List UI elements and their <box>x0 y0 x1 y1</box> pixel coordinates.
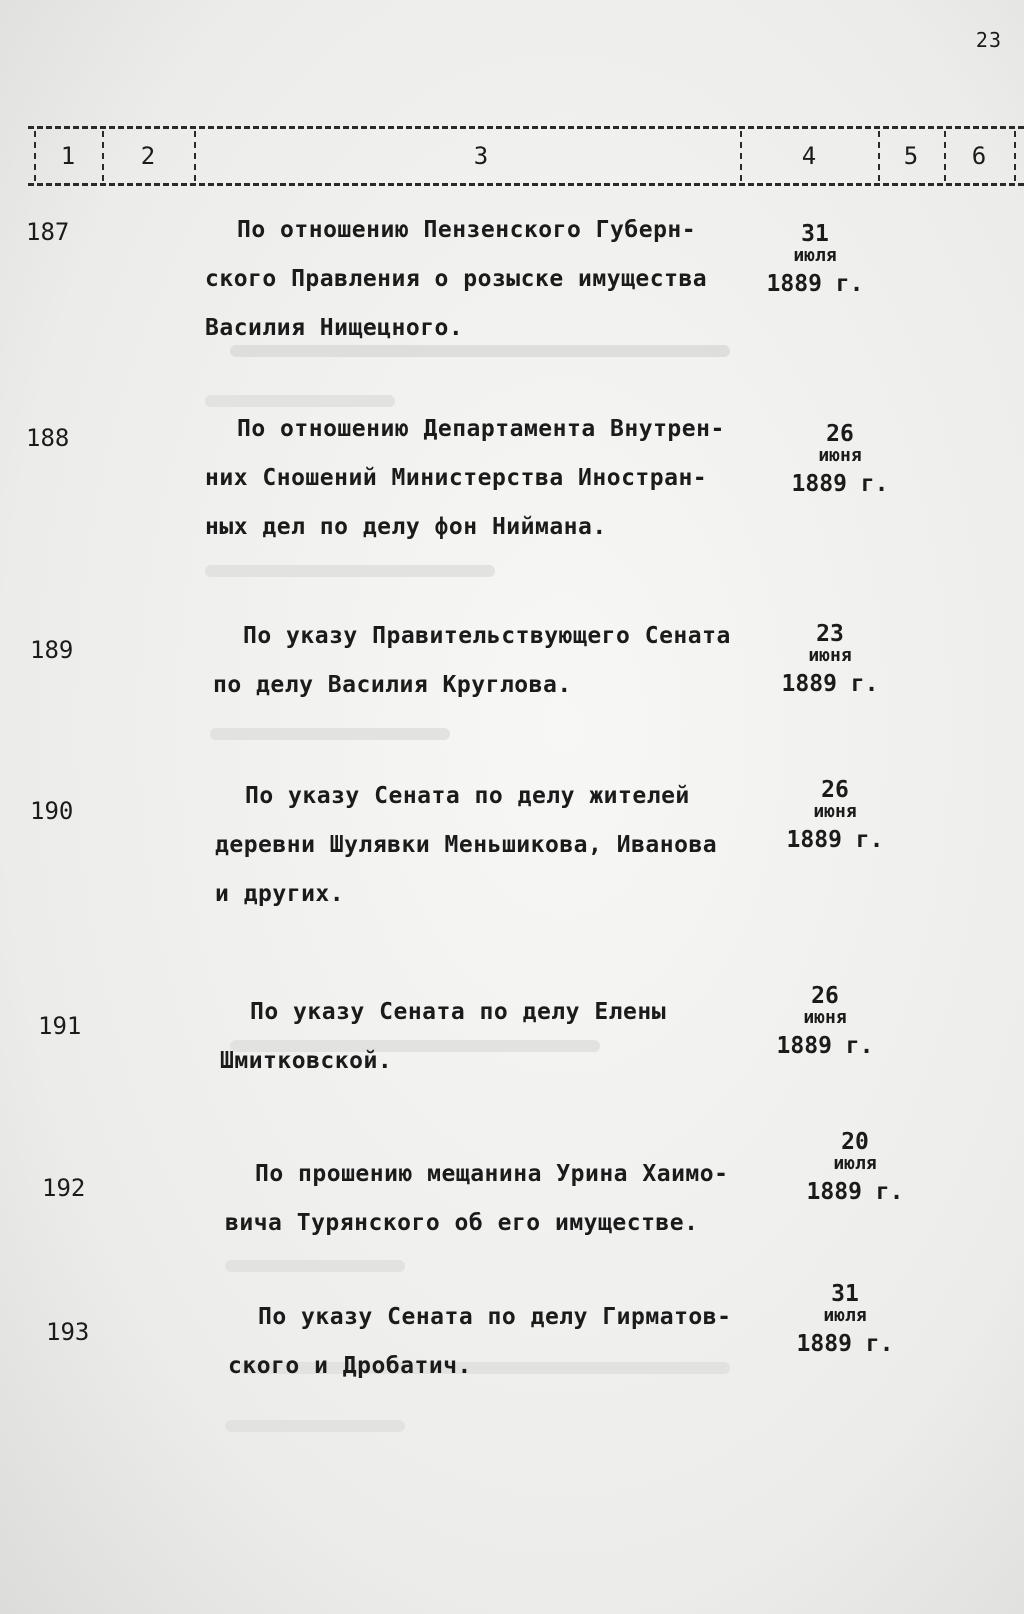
entry-description: По отношению Департамента Внутрен- них Сношений Министерства Иностран- ных дел по делу фон Ниймана. <box>205 416 725 540</box>
column-header-3: 3 <box>473 142 489 170</box>
entry-date <box>775 622 885 702</box>
entry-number: 192 <box>42 1174 86 1202</box>
bleed-through-line <box>225 1420 405 1432</box>
entry-date <box>760 222 870 302</box>
entry-day: 20 <box>841 1129 869 1155</box>
entry-number: 187 <box>26 218 70 246</box>
entry-date <box>800 1130 910 1210</box>
entry-month: июля <box>823 1305 867 1326</box>
entry-date <box>780 778 890 858</box>
entry-day: 23 <box>816 621 844 647</box>
bleed-through-line <box>225 1260 405 1272</box>
entry-year: 1889 г. <box>786 827 884 853</box>
entry-year: 1889 г. <box>766 271 864 297</box>
entry-number: 188 <box>26 424 70 452</box>
table-header <box>28 126 1024 186</box>
entry-date <box>790 1282 900 1362</box>
entry-year: 1889 г. <box>796 1331 894 1357</box>
entry-day: 26 <box>826 421 854 447</box>
entry-month: июня <box>803 1007 847 1028</box>
entry-date <box>785 422 895 502</box>
entry-day: 31 <box>831 1281 859 1307</box>
entry-month: июня <box>813 801 857 822</box>
entry-year: 1889 г. <box>781 671 879 697</box>
entry-month: июля <box>793 245 837 266</box>
entry-number: 193 <box>46 1318 90 1346</box>
column-header-6: 6 <box>971 142 987 170</box>
page-number: 23 <box>975 28 1002 52</box>
entry-year: 1889 г. <box>806 1179 904 1205</box>
entry-date <box>770 984 880 1064</box>
column-header-1: 1 <box>60 142 76 170</box>
entry-day: 26 <box>821 777 849 803</box>
entry-month: июня <box>818 445 862 466</box>
entry-month: июня <box>808 645 852 666</box>
column-header-5: 5 <box>903 142 919 170</box>
column-header-4: 4 <box>801 142 817 170</box>
entry-month: июля <box>833 1153 877 1174</box>
column-header-2: 2 <box>140 142 156 170</box>
bleed-through-line <box>205 565 495 577</box>
entry-description: По прошению мещанина Урина Хаимо- вича Турянского об его имуществе. <box>225 1161 729 1236</box>
entry-year: 1889 г. <box>776 1033 874 1059</box>
entry-description: По указу Сената по делу Гирматов- ского и Дробатич. <box>228 1304 732 1379</box>
entry-day: 31 <box>801 221 829 247</box>
entry-description: По отношению Пензенского Губерн- ского Правления о розыске имущества Василия Нищецного. <box>205 217 708 341</box>
bleed-through-line <box>210 728 450 740</box>
entry-description: По указу Сената по делу Елены Шмитковской. <box>220 999 667 1074</box>
entry-day: 26 <box>811 983 839 1009</box>
column-divider <box>1014 131 1016 181</box>
entry-year: 1889 г. <box>791 471 889 497</box>
entry-number: 189 <box>30 636 74 664</box>
entry-number: 191 <box>38 1012 82 1040</box>
entry-description: По указу Сената по делу жителей деревни Шулявки Меньшикова, Иванова и других. <box>215 783 718 907</box>
entry-number: 190 <box>30 797 74 825</box>
entry-description: По указу Правительствующего Сената по делу Василия Круглова. <box>213 623 731 698</box>
